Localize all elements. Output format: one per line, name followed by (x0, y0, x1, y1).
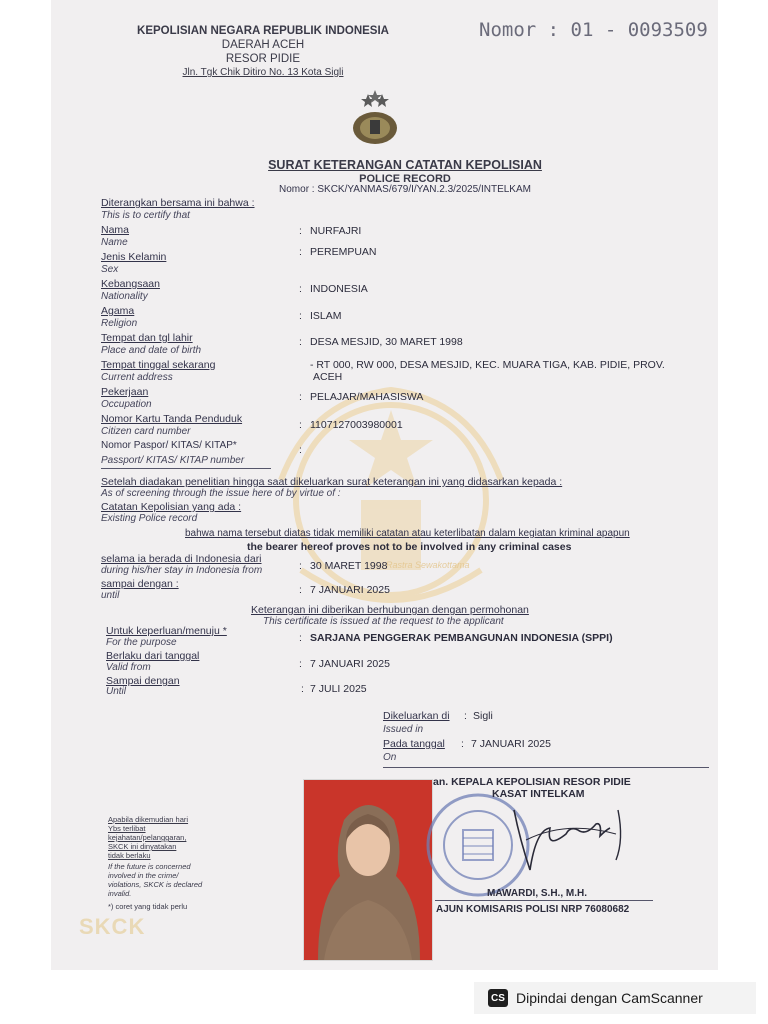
issued-on-label: Pada tanggal (383, 738, 445, 750)
field-en-name: Name (101, 237, 128, 248)
request-id: Keterangan ini diberikan berhubungan dengan permohonan (251, 604, 529, 616)
field-colon: : (299, 391, 302, 403)
field-colon: : (299, 225, 302, 237)
field-colon: : (299, 444, 302, 456)
footnote-id-3: kejahatan/pelanggaran, (108, 833, 187, 842)
divider (435, 900, 653, 901)
stay-from-id: selama ia berada di Indonesia dari (101, 553, 262, 565)
purpose-en: For the purpose (106, 637, 177, 648)
field-value-name: NURFAJRI (310, 225, 362, 237)
field-value-religion: ISLAM (310, 310, 342, 322)
footnote-en-1: If the future is concerned (108, 862, 191, 871)
valid-from-en: Valid from (106, 662, 151, 673)
document-number: Nomor : SKCK/YANMAS/679/I/YAN.2.3/2025/INTELKAM (279, 184, 531, 195)
purpose-value: SARJANA PENGGERAK PEMBANGUNAN INDONESIA (SPPI) (310, 632, 613, 644)
applicant-photo (303, 779, 433, 961)
signature-title-line2: KASAT INTELKAM (492, 788, 585, 800)
signature-icon (506, 800, 636, 880)
field-label-sex: Jenis Kelamin (101, 251, 167, 263)
stay-from-en: during his/her stay in Indonesia from (101, 565, 263, 576)
field-colon: : (464, 710, 467, 722)
footnote-en-2: involved in the crime/ (108, 871, 179, 880)
valid-until-value: 7 JULI 2025 (310, 683, 367, 695)
field-colon: : (299, 246, 302, 258)
field-value-id-card: 1107127003980001 (310, 419, 403, 431)
field-value-occupation: PELAJAR/MAHASISWA (310, 391, 424, 403)
valid-until-en: Until (106, 686, 127, 697)
footnote-en-4: invalid. (108, 889, 132, 898)
field-en-religion: Religion (101, 318, 138, 329)
document-title: SURAT KETERANGAN CATATAN KEPOLISIAN (268, 158, 542, 172)
field-value-sex: PEREMPUAN (310, 246, 377, 258)
field-value-address-line2: ACEH (313, 371, 343, 383)
header-line2: DAERAH ACEH (221, 39, 305, 51)
field-label-occupation: Pekerjaan (101, 386, 149, 398)
field-colon: : (299, 283, 302, 295)
field-en-address: Current address (101, 372, 173, 383)
header-line1: KEPOLISIAN NEGARA REPUBLIK INDONESIA (137, 25, 389, 37)
statement-id: bahwa nama tersebut diatas tidak memiliki catatan atau keterlibatan dalam kegiatan kriminal apapun (185, 528, 630, 539)
footnote-id-1: Apabila dikemudian hari (108, 815, 189, 824)
field-value-nationality: INDONESIA (310, 283, 368, 295)
stay-from-value: 30 MARET 1998 (310, 560, 388, 572)
document-page (51, 0, 718, 970)
field-en-nationality: Nationality (101, 291, 148, 302)
intro-en: This is to certify that (101, 210, 190, 221)
footnote-note: *) coret yang tidak perlu (108, 902, 188, 911)
record-id: Catatan Kepolisian yang ada : (101, 501, 242, 513)
camscanner-bar (474, 982, 756, 1014)
signatory-name: MAWARDI, S.H., M.H. (487, 888, 587, 899)
field-colon: : (299, 310, 302, 322)
issued-on-en: On (383, 752, 397, 763)
field-colon: : (299, 419, 302, 431)
police-emblem-icon (344, 90, 406, 146)
valid-from-label: Berlaku dari tanggal (106, 650, 200, 662)
statement-en: the bearer hereof proves not to be involved in any criminal cases (247, 541, 572, 553)
document-subtitle: POLICE RECORD (359, 173, 451, 185)
record-en: Existing Police record (101, 513, 198, 524)
field-colon: : (461, 738, 464, 750)
screening-en: As of screening through the issue here of by virtue of : (101, 488, 341, 499)
footnote-en-3: violations, SKCK is declared (108, 880, 203, 889)
stay-until-en: until (101, 590, 120, 601)
footnote-id-4: SKCK ini dinyatakan (108, 842, 177, 851)
field-label-name: Nama (101, 224, 130, 236)
valid-from-value: 7 JANUARI 2025 (310, 658, 390, 670)
field-colon: : (299, 560, 302, 572)
signature-title-line1: an. KEPALA KEPOLISIAN RESOR PIDIE (433, 776, 631, 788)
valid-until-label: Sampai dengan (106, 675, 180, 687)
signatory-rank: AJUN KOMISARIS POLISI NRP 76080682 (436, 904, 630, 915)
stay-until-value: 7 JANUARI 2025 (310, 584, 390, 596)
field-en-birth: Place and date of birth (101, 345, 202, 356)
field-colon: : (299, 336, 302, 348)
footnote-id-2: Ybs terlibat (108, 824, 146, 833)
field-colon: : (299, 658, 302, 670)
field-en-sex: Sex (101, 264, 119, 275)
footnote-id-5: tidak berlaku (108, 851, 151, 860)
field-label-address: Tempat tinggal sekarang (101, 359, 216, 371)
field-label-passport: Nomor Paspor/ KITAS/ KITAP* (101, 440, 237, 451)
issued-on-value: 7 JANUARI 2025 (471, 738, 551, 750)
field-colon: : (299, 584, 302, 596)
camscanner-icon: CS (488, 989, 508, 1007)
issued-at-value: Sigli (473, 710, 493, 722)
screening-id: Setelah diadakan penelitian hingga saat dikeluarkan surat keterangan ini yang didasarkan kepada : (101, 476, 563, 488)
issued-at-label: Dikeluarkan di (383, 710, 450, 722)
divider (101, 468, 271, 469)
field-label-nationality: Kebangsaan (101, 278, 160, 290)
field-colon: : (299, 632, 302, 644)
intro-id: Diterangkan bersama ini bahwa : (101, 197, 255, 209)
field-en-id-card: Citizen card number (101, 426, 191, 437)
skck-logo: SKCK (79, 914, 146, 939)
header-address: Jln. Tgk Chik Ditiro No. 13 Kota Sigli (182, 67, 344, 78)
field-en-passport: Passport/ KITAS/ KITAP number (101, 455, 245, 466)
divider (383, 767, 709, 768)
header-line3: RESOR PIDIE (225, 53, 301, 65)
request-en: This certificate is issued at the request to the applicant (263, 616, 504, 627)
field-colon: : (301, 683, 304, 695)
purpose-label: Untuk keperluan/menuju * (106, 625, 227, 637)
camscanner-label: Dipindai dengan CamScanner (516, 990, 703, 1006)
field-label-religion: Agama (101, 305, 135, 317)
field-value-address: - RT 000, RW 000, DESA MESJID, KEC. MUARA TIGA, KAB. PIDIE, PROV. (310, 359, 665, 371)
field-label-id-card: Nomor Kartu Tanda Penduduk (101, 413, 243, 425)
issued-at-en: Issued in (383, 724, 424, 735)
serial-number: Nomor : 01 - 0093509 (479, 19, 708, 41)
field-en-occupation: Occupation (101, 399, 152, 410)
stay-until-id: sampai dengan : (101, 578, 179, 590)
watermark-text: Rastra Sewakottama (386, 560, 470, 570)
field-value-birth: DESA MESJID, 30 MARET 1998 (310, 336, 463, 348)
field-label-birth: Tempat dan tgl lahir (101, 332, 193, 344)
